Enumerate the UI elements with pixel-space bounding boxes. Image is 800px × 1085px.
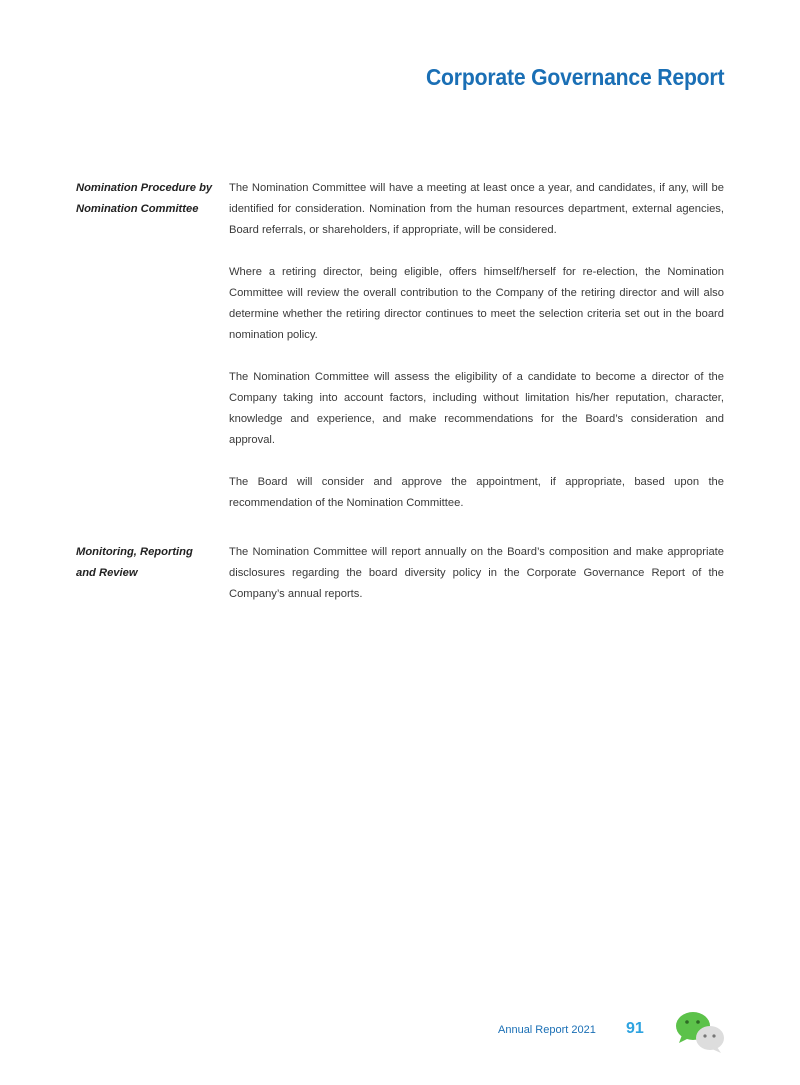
section-label xyxy=(76,178,216,220)
section-label-line: Nomination Committee xyxy=(76,203,199,215)
chat-bubbles-icon xyxy=(675,1011,725,1053)
section-body xyxy=(229,542,724,626)
section-label-line: Monitoring, Reporting xyxy=(76,546,193,558)
section-nomination-procedure xyxy=(76,178,724,518)
footer-report-name: Annual Report 2021 xyxy=(498,1024,596,1036)
paragraph: Where a retiring director, being eligible, offers himself/herself for re-election, the Nomination Committee will review the overall contribution to the Company of the retiring director and will also determine whether the retiring director continues to meet the selection criteria set out in the board nomination policy. xyxy=(229,266,724,341)
paragraph: The Nomination Committee will assess the eligibility of a candidate to become a director of the Company taking into account factors, including without limitation his/her reputation, character, knowledge and experience, and make recommendations for the Board’s consideration and approval. xyxy=(229,371,724,446)
paragraph: The Nomination Committee will have a meeting at least once a year, and candidates, if any, will be identified for consideration. Nomination from the human resources department, external agencies, Board referrals, or shareholders, if appropriate, will be considered. xyxy=(229,182,724,236)
paragraph: The Nomination Committee will report annually on the Board’s composition and make appropriate disclosures regarding the board diversity policy in the Corporate Governance Report of the Company’s annual reports. xyxy=(229,546,724,600)
section-label-line: Nomination Procedure by xyxy=(76,182,213,194)
section-body xyxy=(229,178,724,535)
paragraph: The Board will consider and approve the appointment, if appropriate, based upon the recommendation of the Nomination Committee. xyxy=(229,476,724,509)
section-label xyxy=(76,542,216,584)
footer-page-number: 91 xyxy=(626,1020,644,1037)
section-label-line: and Review xyxy=(76,567,138,579)
section-monitoring-review xyxy=(76,542,724,612)
page-header-title: Corporate Governance Report xyxy=(425,64,724,90)
